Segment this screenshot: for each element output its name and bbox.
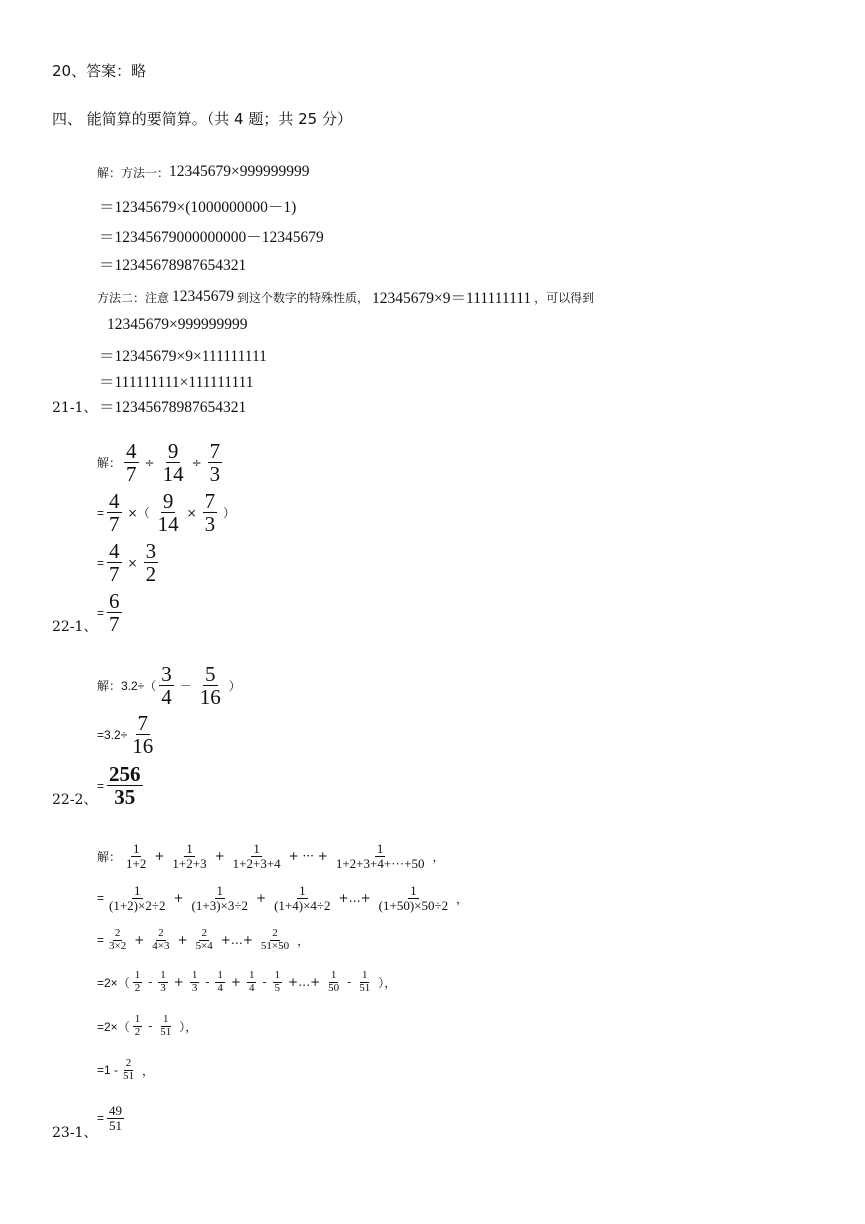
solution-prefix: 解： xyxy=(97,849,122,864)
numerator: 2 xyxy=(272,927,278,939)
denominator: 35 xyxy=(114,785,136,810)
operator: - xyxy=(205,975,210,990)
fraction xyxy=(377,884,450,912)
denominator: 51×50 xyxy=(260,939,290,952)
operator: - xyxy=(347,975,352,990)
numerator: 7 xyxy=(209,439,221,463)
numerator: 4 xyxy=(109,539,120,563)
numerator: 9 xyxy=(167,439,179,463)
denominator: 1+2+3 xyxy=(172,855,207,871)
method1-label: 解：方法一： xyxy=(97,165,170,180)
numerator: 6 xyxy=(109,589,120,613)
denominator: 51 xyxy=(359,981,371,994)
operator: × xyxy=(127,555,138,570)
operator: + xyxy=(173,975,184,990)
ellipsis: +…+ xyxy=(338,891,371,906)
denominator: (1+3)×3÷2 xyxy=(191,897,249,913)
operator: ， xyxy=(142,1063,155,1078)
fraction xyxy=(198,663,223,708)
numerator: 1 xyxy=(134,883,141,898)
method2-step-4: ＝111111111×111111111 xyxy=(99,374,254,391)
fraction xyxy=(326,970,341,994)
equals-sign: = xyxy=(97,505,105,520)
denominator: 4×3 xyxy=(152,939,170,952)
numerator: 4 xyxy=(109,489,120,513)
numerator: 1 xyxy=(217,969,223,981)
numerator: 49 xyxy=(109,1103,123,1118)
fraction xyxy=(150,928,171,952)
numerator: 1 xyxy=(186,841,193,856)
numerator: 256 xyxy=(109,762,141,786)
numerator: 1 xyxy=(299,883,306,898)
operator: + xyxy=(173,891,184,906)
fraction xyxy=(203,490,218,535)
problem-label-21-1: 21-1、 xyxy=(52,400,98,416)
denominator: (1+4)×4÷2 xyxy=(274,897,331,913)
fraction xyxy=(231,842,283,870)
numerator: 1 xyxy=(191,969,198,981)
denominator: 4 xyxy=(217,981,223,994)
operator: × xyxy=(186,505,197,520)
operator: +…+ xyxy=(288,975,321,990)
operator: + xyxy=(256,891,267,906)
operator: ） xyxy=(228,679,241,694)
numerator: 1 xyxy=(163,1013,169,1025)
fraction xyxy=(334,842,427,870)
fraction xyxy=(156,490,181,535)
equals-sign: = xyxy=(97,891,105,906)
equals-sign: = xyxy=(97,1111,105,1126)
fraction xyxy=(208,440,223,485)
numerator: 1 xyxy=(274,969,281,981)
denominator: 3 xyxy=(204,512,216,537)
solution-prefix: 解： xyxy=(97,456,122,471)
numerator: 7 xyxy=(204,489,216,513)
denominator: 16 xyxy=(199,685,221,710)
fraction xyxy=(124,440,139,485)
fraction xyxy=(107,590,122,635)
denominator: 1+2+3+4+···+50 xyxy=(335,855,425,871)
fraction xyxy=(133,1014,143,1038)
operator: ）， xyxy=(179,1019,198,1034)
denominator: (1+2)×2÷2 xyxy=(109,897,166,913)
denominator: 14 xyxy=(162,462,184,487)
operator: ） xyxy=(223,506,236,521)
denominator: 50 xyxy=(328,981,340,994)
ellipsis: +…+ xyxy=(220,933,253,948)
fraction xyxy=(158,1014,173,1038)
operator: ÷ xyxy=(191,455,202,470)
section-heading: 四、 能简算的要简算。（共 4 题；共 25 分） xyxy=(52,110,352,128)
denominator: 1+2+3+4 xyxy=(232,855,281,871)
method1-step-2: ＝12345679×(1000000000－1) xyxy=(99,199,297,216)
equals-sign: = xyxy=(97,555,105,570)
denominator: 16 xyxy=(132,734,154,759)
denominator: 7 xyxy=(126,462,137,487)
denominator: 4 xyxy=(161,685,172,710)
denominator: 7 xyxy=(109,512,120,537)
numerator: 2 xyxy=(114,927,121,939)
denominator: 4 xyxy=(248,981,255,994)
numerator: 1 xyxy=(134,1013,141,1025)
denominator: 51 xyxy=(160,1025,172,1038)
equals-sign: =2×（ xyxy=(97,1019,130,1034)
method1-step-4: ＝12345678987654321 xyxy=(99,257,247,274)
operator: ÷ xyxy=(144,455,155,470)
operator: － xyxy=(179,679,192,694)
operator: - xyxy=(262,975,267,990)
denominator: 3×2 xyxy=(109,939,127,952)
equals-sign: =1 - xyxy=(97,1063,119,1078)
numerator: 1 xyxy=(216,883,224,898)
fraction xyxy=(107,540,122,585)
method2-step-2: 12345679×999999999 xyxy=(107,316,248,333)
fraction xyxy=(273,970,283,994)
fraction xyxy=(215,970,225,994)
fraction xyxy=(121,1058,136,1082)
numerator: 1 xyxy=(253,841,260,856)
numerator: 4 xyxy=(126,439,137,463)
equals-sign: = xyxy=(97,778,105,793)
fraction xyxy=(247,970,257,994)
denominator: 7 xyxy=(109,612,120,637)
denominator: 51 xyxy=(109,1117,123,1133)
denominator: 3 xyxy=(191,981,198,994)
operator: ×（ xyxy=(127,506,150,521)
method2-step-3: ＝12345679×9×111111111 xyxy=(99,348,267,365)
equals-sign: = xyxy=(97,605,105,620)
denominator: 7 xyxy=(109,562,120,587)
denominator: 2 xyxy=(134,1025,141,1038)
equals-sign: = xyxy=(97,933,105,948)
fraction xyxy=(259,928,291,952)
fraction xyxy=(124,842,148,870)
fraction xyxy=(107,490,122,535)
method1-step-3: ＝12345679000000000－12345679 xyxy=(99,229,324,246)
operator: + xyxy=(134,933,145,948)
solution-prefix: 解：3.2÷（ xyxy=(97,679,157,694)
denominator: (1+50)×50÷2 xyxy=(378,897,449,913)
numerator: 1 xyxy=(376,841,384,856)
numerator: 2 xyxy=(125,1057,132,1069)
problem-label-22-2: 22-2、 xyxy=(52,792,98,808)
method2-property: 12345679×9＝111111111 xyxy=(372,290,532,307)
method1-expression: 12345679×999999999 xyxy=(169,163,310,180)
numerator: 1 xyxy=(134,969,141,981)
fraction xyxy=(144,540,159,585)
fraction xyxy=(107,928,128,952)
operator: ， xyxy=(297,933,310,948)
numerator: 7 xyxy=(137,711,149,735)
operator: ， xyxy=(456,891,469,906)
numerator: 1 xyxy=(330,969,337,981)
fraction xyxy=(194,928,215,952)
numerator: 1 xyxy=(160,969,166,981)
fraction xyxy=(107,763,143,808)
numerator: 3 xyxy=(145,539,157,563)
fraction xyxy=(133,970,143,994)
fraction xyxy=(107,884,167,912)
numerator: 1 xyxy=(132,841,140,856)
numerator: 2 xyxy=(158,927,164,939)
denominator: 51 xyxy=(123,1069,135,1082)
numerator: 1 xyxy=(248,969,255,981)
fraction xyxy=(161,440,186,485)
operator: + xyxy=(230,975,241,990)
fraction xyxy=(158,970,168,994)
numerator: 2 xyxy=(201,927,207,939)
numerator: 5 xyxy=(205,662,216,686)
fraction xyxy=(272,884,332,912)
numerator: 3 xyxy=(161,662,172,686)
problem-label-23-1: 23-1、 xyxy=(52,1125,98,1141)
method2-step-5: ＝12345678987654321 xyxy=(99,399,247,416)
operator: - xyxy=(148,1019,153,1034)
fraction xyxy=(190,970,200,994)
operator: ）， xyxy=(378,975,397,990)
fraction xyxy=(190,884,250,912)
operator: + xyxy=(154,849,165,864)
numerator: 1 xyxy=(410,883,417,898)
method2-number: 12345679 xyxy=(172,288,235,305)
ellipsis: + ··· + xyxy=(288,849,328,864)
fraction xyxy=(159,663,174,708)
answer-20: 20、答案：略 xyxy=(52,62,147,80)
method2-label: 方法二：注意 xyxy=(97,290,170,305)
problem-label-22-1: 22-1、 xyxy=(52,619,98,635)
denominator: 2 xyxy=(134,981,141,994)
denominator: 3 xyxy=(209,462,221,487)
denominator: 14 xyxy=(157,512,179,537)
denominator: 1+2 xyxy=(126,855,147,871)
numerator: 9 xyxy=(162,489,174,513)
operator: + xyxy=(214,849,225,864)
operator: ， xyxy=(432,849,445,864)
equals-sign: =3.2÷ xyxy=(97,727,128,742)
method2-conclusion: ，可以得到 xyxy=(534,290,595,305)
fraction xyxy=(170,842,208,870)
fraction xyxy=(130,712,155,757)
operator: + xyxy=(177,933,188,948)
denominator: 5×4 xyxy=(195,939,213,952)
fraction xyxy=(357,970,372,994)
denominator: 5 xyxy=(274,981,281,994)
equals-sign: =2×（ xyxy=(97,975,130,990)
numerator: 1 xyxy=(361,969,368,981)
method2-note: 到这个数字的特殊性质， xyxy=(237,290,370,305)
denominator: 2 xyxy=(145,562,157,587)
operator: - xyxy=(148,975,153,990)
fraction xyxy=(107,1104,124,1132)
denominator: 3 xyxy=(160,981,166,994)
